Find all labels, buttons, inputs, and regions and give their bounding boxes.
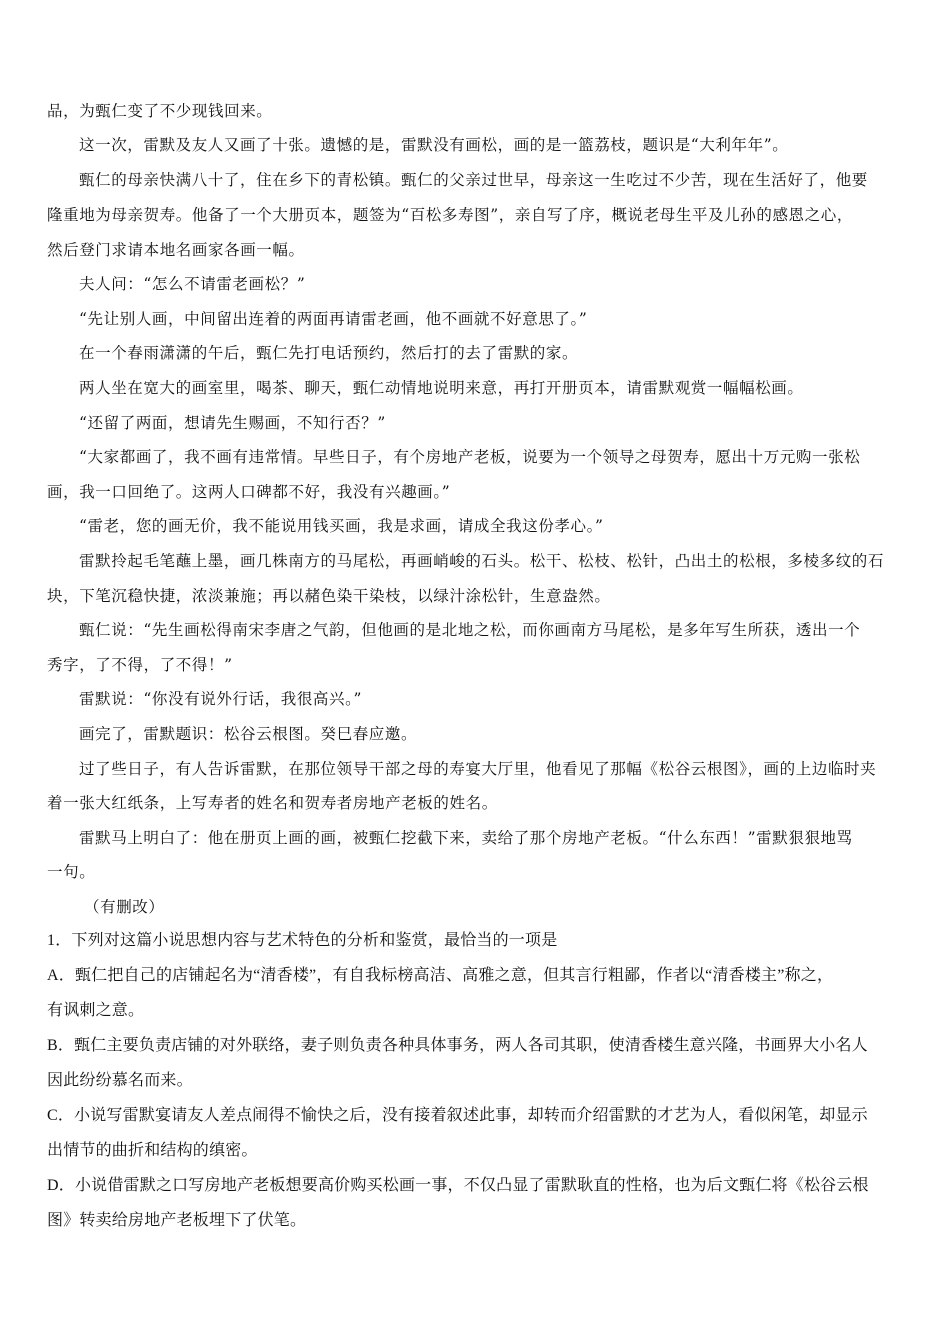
option-c-continued: 出情节的曲折和结构的缜密。 — [47, 1142, 258, 1159]
story-line: 隆重地为母亲贺寿。他备了一个大册页本，题签为“百松多寿图”，亲自写了序，概说老母生平及儿孙的感恩之心， — [47, 206, 853, 224]
story-paragraph: 过了些日子，有人告诉雷默，在那位领导干部之母的寿宴大厅里，他看见了那幅《松谷云根图》，画的上边临时夹 — [79, 760, 877, 778]
story-line: 着一张大红纸条，上写寿者的姓名和贺寿者房地产老板的姓名。 — [47, 794, 498, 812]
story-paragraph: 雷默马上明白了：他在册页上画的画，被甄仁挖截下来，卖给了那个房地产老板。“什么东西！”雷默狠狠地骂 — [79, 829, 853, 847]
story-paragraph: 夫人问：“怎么不请雷老画松？” — [79, 275, 306, 293]
option-a: A．甄仁把自己的店铺起名为“清香楼”，有自我标榜高洁、高雅之意，但其言行粗鄙，作者以“清香楼主”称之， — [47, 967, 834, 984]
story-paragraph: 甄仁说：“先生画松得南宋李唐之气韵，但他画的是北地之松，而你画南方马尾松，是多年写生所获，透出一个 — [79, 621, 861, 639]
question-stem: 1．下列对这篇小说思想内容与艺术特色的分析和鉴赏，最恰当的一项是 — [47, 932, 558, 949]
story-paragraph: 雷默说：“你没有说外行话，我很高兴。” — [79, 690, 362, 708]
option-b: B．甄仁主要负责店铺的对外联络，妻子则负责各种具体事务，两人各司其职，使清香楼生意兴隆，书画界大小名人 — [47, 1037, 868, 1054]
story-line: 画，我一口回绝了。这两人口碑都不好，我没有兴趣画。” — [47, 483, 451, 501]
story-line: 秀字，了不得，了不得！” — [47, 656, 233, 674]
option-b-continued: 因此纷纷慕名而来。 — [47, 1072, 193, 1089]
story-paragraph: 在一个春雨潇潇的午后，甄仁先打电话预约，然后打的去了雷默的家。 — [79, 344, 579, 362]
source-note: （有删改） — [84, 898, 165, 916]
story-paragraph: “还留了两面，想请先生赐画，不知行否？” — [79, 414, 386, 432]
option-a-continued: 有讽刺之意。 — [47, 1002, 145, 1019]
story-paragraph: “大家都画了，我不画有违常情。早些日子，有个房地产老板，说要为一个领导之母贺寿，愿出十万元购一张松 — [79, 448, 861, 466]
story-paragraph: “先让别人画，中间留出连着的两面再请雷老画，他不画就不好意思了。” — [79, 310, 588, 328]
story-paragraph: “雷老，您的画无价，我不能说用钱买画，我是求画，请成全我这份孝心。” — [79, 517, 604, 535]
story-paragraph: 这一次，雷默及友人又画了十张。遗憾的是，雷默没有画松，画的是一篮荔枝，题识是“大利年年”。 — [79, 136, 789, 154]
story-line: 品，为甄仁变了不少现钱回来。 — [47, 102, 273, 120]
story-paragraph: 雷默拎起毛笔蘸上墨，画几株南方的马尾松，再画峭峻的石头。松干、松枝、松针，凸出土的松根，多棱多纹的石 — [79, 552, 885, 570]
story-line: 一句。 — [47, 863, 96, 881]
story-line: 然后登门求请本地名画家各画一幅。 — [47, 241, 305, 259]
story-paragraph: 甄仁的母亲快满八十了，住在乡下的青松镇。甄仁的父亲过世早，母亲这一生吃过不少苦，现在生活好了，他要 — [79, 171, 868, 189]
story-line: 块，下笔沉稳快捷，浓淡兼施；再以赭色染干染枝，以绿汁涂松针，生意盎然。 — [47, 587, 611, 605]
story-paragraph: 画完了，雷默题识：松谷云根图。癸巳春应邀。 — [79, 725, 418, 743]
option-d: D．小说借雷默之口写房地产老板想要高价购买松画一事，不仅凸显了雷默耿直的性格，也为后文甄仁将《松谷云根 — [47, 1177, 869, 1194]
option-c: C．小说写雷默宴请友人差点闹得不愉快之后，没有接着叙述此事，却转而介绍雷默的才艺为人，看似闲笔，却显示 — [47, 1107, 868, 1124]
option-d-continued: 图》转卖给房地产老板埋下了伏笔。 — [47, 1212, 307, 1229]
story-paragraph: 两人坐在宽大的画室里，喝茶、聊天，甄仁动情地说明来意，再打开册页本，请雷默观赏一幅幅松画。 — [79, 379, 804, 397]
